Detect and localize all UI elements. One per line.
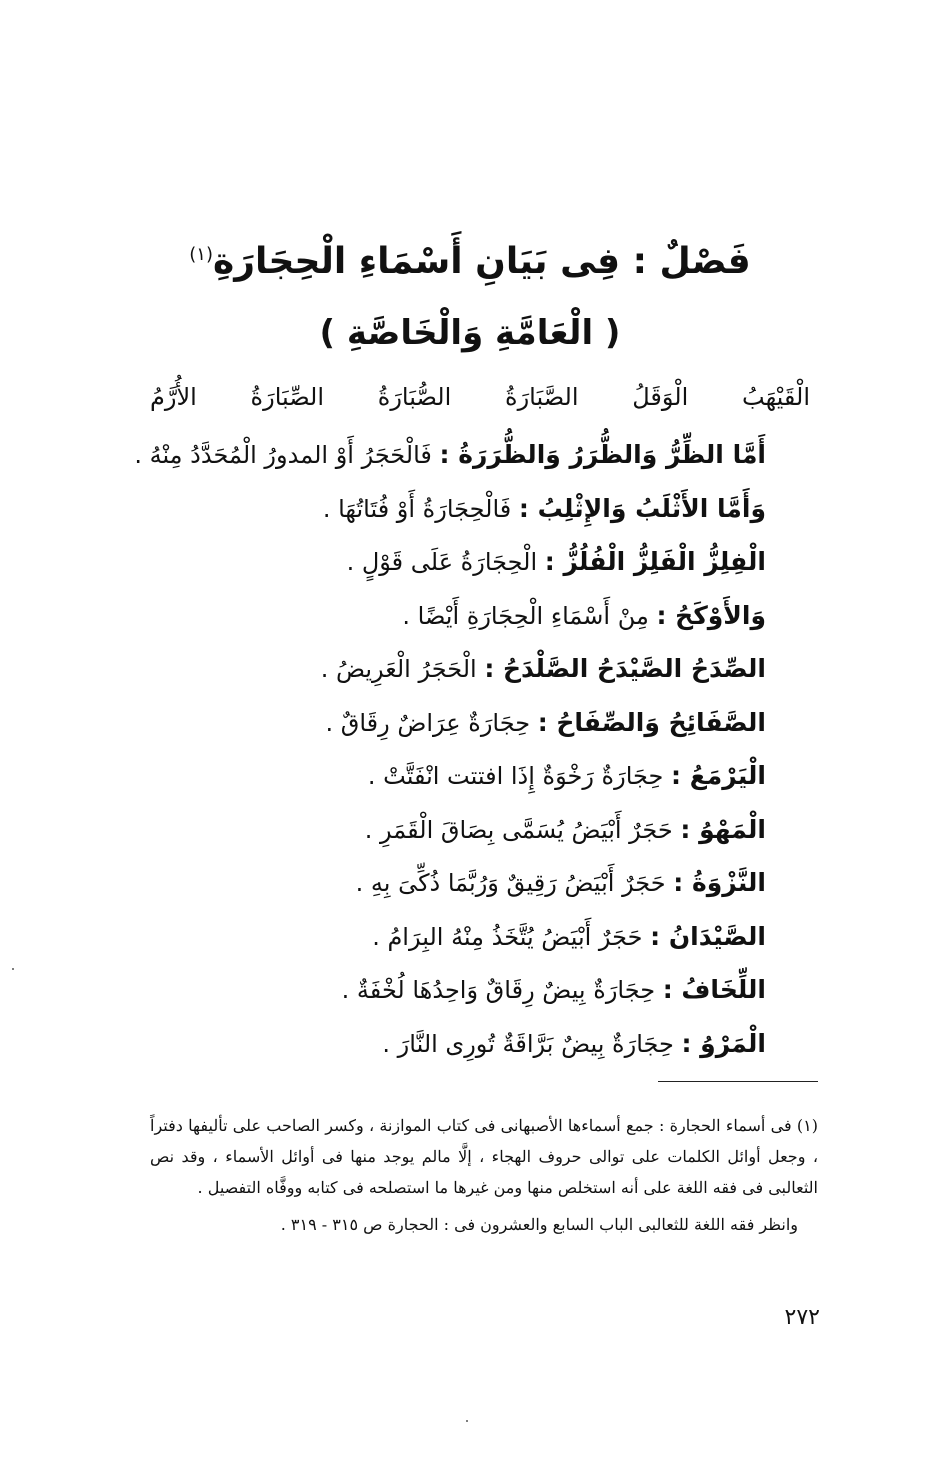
entry-definition: حِجَارَةٌ بِيضٌ بَرَّاقَةٌ تُورِى النَّارَ . [382, 1029, 674, 1058]
entry-term: الصَّيْدَانُ : [650, 921, 766, 951]
entry-term: الْيَرْمَعُ : [671, 761, 766, 790]
footnote-block [150, 1110, 818, 1240]
entry-line [166, 1017, 766, 1071]
chapter-title [140, 225, 800, 292]
entry-term: الْمَهْوُ : [680, 814, 766, 844]
entry-line [166, 535, 766, 589]
entry-term: وَالأَوْكَحُ : [656, 600, 766, 630]
entry-line [166, 642, 766, 696]
page-number: ٢٧٢ [784, 1305, 820, 1330]
entry-definition: حَجَرٌ أَبْيَضُ يُتَّخَذُ مِنْهُ البِرَامُ . [372, 922, 643, 951]
entry-definition: مِنْ أَسْمَاءِ الْحِجَارَةِ أَيْضًا . [402, 601, 649, 630]
entry-line [166, 803, 766, 857]
entry-line [166, 856, 766, 910]
intro-word-list: الْقَيْهَبُ الْوَقَلُ الصَّبَارَةُ الصُّبَارَةُ الصِّبَارَةُ الأُرَّمُ [150, 383, 810, 411]
scan-speck [12, 968, 14, 970]
entry-definition: حَجَرٌ أَبْيَضُ رَقِيقٌ وَرُبَّمَا ذُكِّىَ بِهِ . [355, 869, 666, 897]
entry-line [166, 910, 766, 964]
entry-line [166, 482, 766, 536]
entry-term: أَمَّا الظِّرُّ وَالظُّرَرُ وَالظُّرَرَةُ : [439, 440, 766, 469]
entry-term: الصِّدَحُ الصَّيْدَحُ الصَّلْدَحُ : [484, 654, 766, 683]
entry-line [166, 749, 766, 803]
chapter-title-text: فَصْلٌ : فِى بَيَانِ أَسْمَاءِ الْحِجَارَةِ [213, 241, 751, 282]
entry-definition: الْحِجَارَةُ عَلَى قَوْلٍ . [346, 548, 538, 576]
entry-list [134, 428, 766, 1070]
footnote-text: (١) فى أسماء الحجارة : جمع أسماءها الأصبهانى فى كتاب الموازنة ، وكسر الصاحب على تأليفها دفتراً ، وجعل أوائل الكلمات على توالى حروف الهجاء ، إلَّا مالم يوجد منها فى أوائل الأسماء ، وقد نص الثعالبى فى فقه اللغة على أنه استخلص منها ومن غيرها ما استصلحه فى كتابه ووفَّاه التفصيل . [150, 1116, 818, 1197]
entry-line [166, 696, 766, 750]
entry-definition: حِجَارَةٌ رَخْوَةٌ إِذَا افتتت انْفَتَّتْ . [367, 762, 664, 790]
footnote-divider [658, 1081, 818, 1082]
entry-term: النَّزْوَةُ : [673, 868, 766, 897]
scan-speck [466, 1420, 468, 1422]
entry-definition: حِجَارَةٌ عِرَاضٌ رِقَاقٌ . [325, 708, 531, 737]
entry-line [166, 963, 766, 1017]
entry-term: اللِّخَافُ : [662, 975, 766, 1004]
entry-term: الْمَرْوُ : [681, 1028, 766, 1058]
chapter-subtitle: ( الْعَامَّةِ وَالْخَاصَّةِ ) [319, 313, 621, 353]
entry-definition: فَالْحَجَرُ أَوْ المدورُ الْمُحَدَّدُ مِنْهُ . [134, 441, 432, 469]
entry-definition: الْحَجَرُ الْعَرِيضُ . [320, 655, 477, 683]
entry-line [166, 589, 766, 643]
entry-term: وَأَمَّا الأَثْلَبُ وَالإِثْلِبُ : [518, 493, 766, 523]
entry-term: الصَّفَائِحُ وَالصِّفَاحُ : [537, 707, 766, 737]
entry-definition: فَالْحِجَارَةُ أَوْ فُتَاتُهَا . [322, 494, 512, 523]
footnote-marker: (١) [189, 244, 213, 265]
entry-line [134, 428, 766, 482]
entry-definition: حِجَارَةٌ بِيضٌ رِقَاقٌ وَاحِدُهَا لُخْفَةٌ . [341, 976, 656, 1004]
footnote-reference: وانظر فقه اللغة للثعالبى الباب السابع والعشرون فى : الحجارة ص ٣١٥ - ٣١٩ . [280, 1215, 798, 1234]
entry-term: الْفِلِزُّ الْفَلِزُّ الْفُلُزُّ : [544, 547, 766, 576]
entry-definition: حَجَرٌ أَبْيَضُ يُسَمَّى بِصَاقَ الْقَمَرِ . [364, 815, 673, 844]
